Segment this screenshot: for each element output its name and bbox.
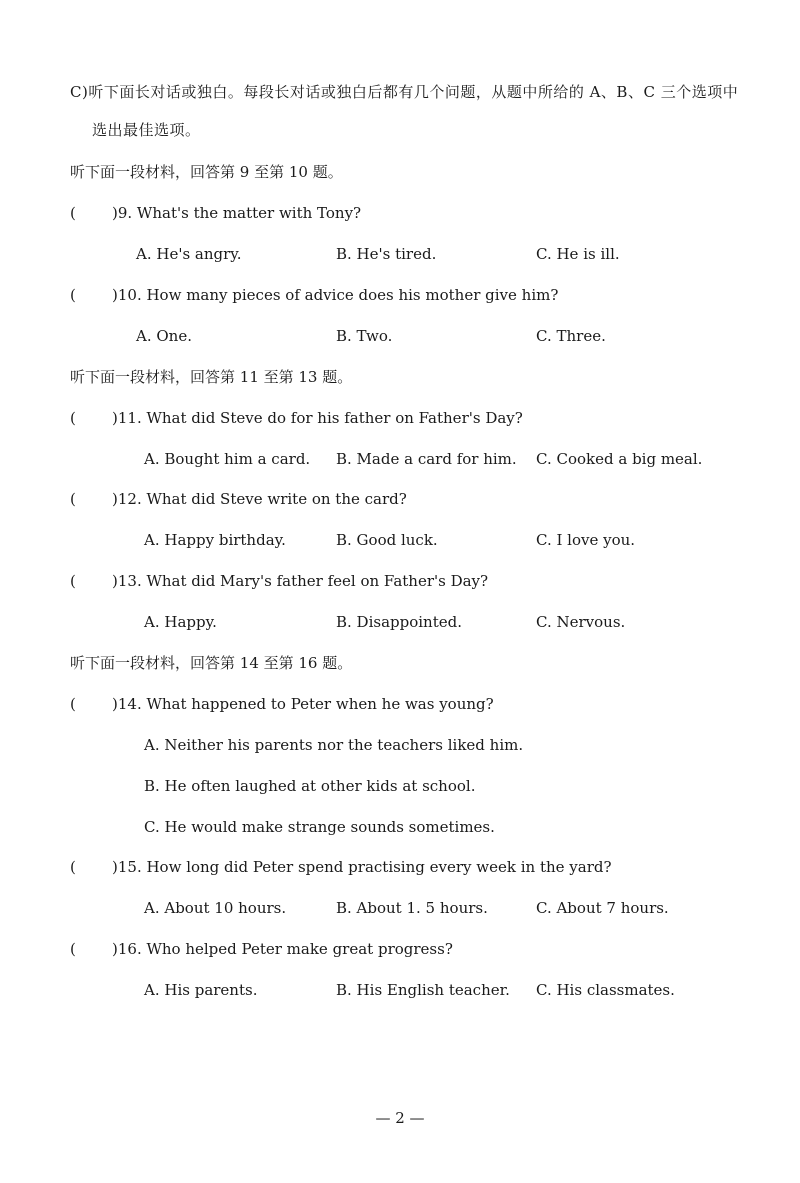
- question-text: )16. Who helped Peter make great progress?: [112, 940, 453, 958]
- question-text: )15. How long did Peter spend practising every week in the yard?: [112, 858, 612, 876]
- question-text: )14. What happened to Peter when he was young?: [112, 695, 494, 713]
- option-a: A. Happy.: [144, 613, 217, 631]
- option-a: A. Bought him a card.: [144, 450, 311, 468]
- question-text: )10. How many pieces of advice does his mother give him?: [112, 286, 559, 304]
- option-a: A. His parents.: [144, 981, 258, 999]
- option-a: A. Happy birthday.: [144, 531, 286, 549]
- option-b: B. About 1. 5 hours.: [336, 899, 488, 917]
- option-a: A. One.: [136, 327, 192, 345]
- option-c: C. He is ill.: [536, 245, 620, 263]
- option-b: B. He often laughed at other kids at school.: [144, 777, 476, 795]
- option-b: B. Good luck.: [336, 531, 438, 549]
- answer-paren: (: [70, 204, 76, 222]
- question-text: )11. What did Steve do for his father on Father's Day?: [112, 409, 523, 427]
- option-b: B. Disappointed.: [336, 613, 462, 631]
- option-c: C. Nervous.: [536, 613, 626, 631]
- section-instruction-line-2: 选出最佳选项。: [92, 121, 201, 139]
- question-text: )12. What did Steve write on the card?: [112, 490, 407, 508]
- option-c: C. Three.: [536, 327, 606, 345]
- option-b: B. He's tired.: [336, 245, 437, 263]
- option-c: C. I love you.: [536, 531, 636, 549]
- option-b: B. Two.: [336, 327, 393, 345]
- answer-paren: (: [70, 940, 76, 958]
- option-a: A. About 10 hours.: [144, 899, 287, 917]
- option-c: C. His classmates.: [536, 981, 675, 999]
- option-b: B. Made a card for him.: [336, 450, 517, 468]
- answer-paren: (: [70, 490, 76, 508]
- group-header: 听下面一段材料，回答第 11 至第 13 题。: [70, 368, 353, 386]
- option-c: C. He would make strange sounds sometimes.: [144, 818, 495, 836]
- answer-paren: (: [70, 695, 76, 713]
- answer-paren: (: [70, 409, 76, 427]
- question-text: )9. What's the matter with Tony?: [112, 204, 362, 222]
- answer-paren: (: [70, 858, 76, 876]
- option-c: C. About 7 hours.: [536, 899, 669, 917]
- option-c: C. Cooked a big meal.: [536, 450, 703, 468]
- group-header: 听下面一段材料，回答第 9 至第 10 题。: [70, 163, 343, 181]
- option-a: A. He's angry.: [136, 245, 242, 263]
- section-instruction-line-1: C)听下面长对话或独白。每段长对话或独白后都有几个问题，从题中所给的 A、B、C 三个选项中: [70, 83, 739, 101]
- answer-paren: (: [70, 286, 76, 304]
- answer-paren: (: [70, 572, 76, 590]
- question-text: )13. What did Mary's father feel on Father's Day?: [112, 572, 489, 590]
- option-a: A. Neither his parents nor the teachers liked him.: [144, 736, 524, 754]
- page-number: — 2 —: [375, 1109, 425, 1127]
- option-b: B. His English teacher.: [336, 981, 510, 999]
- group-header: 听下面一段材料，回答第 14 至第 16 题。: [70, 654, 353, 672]
